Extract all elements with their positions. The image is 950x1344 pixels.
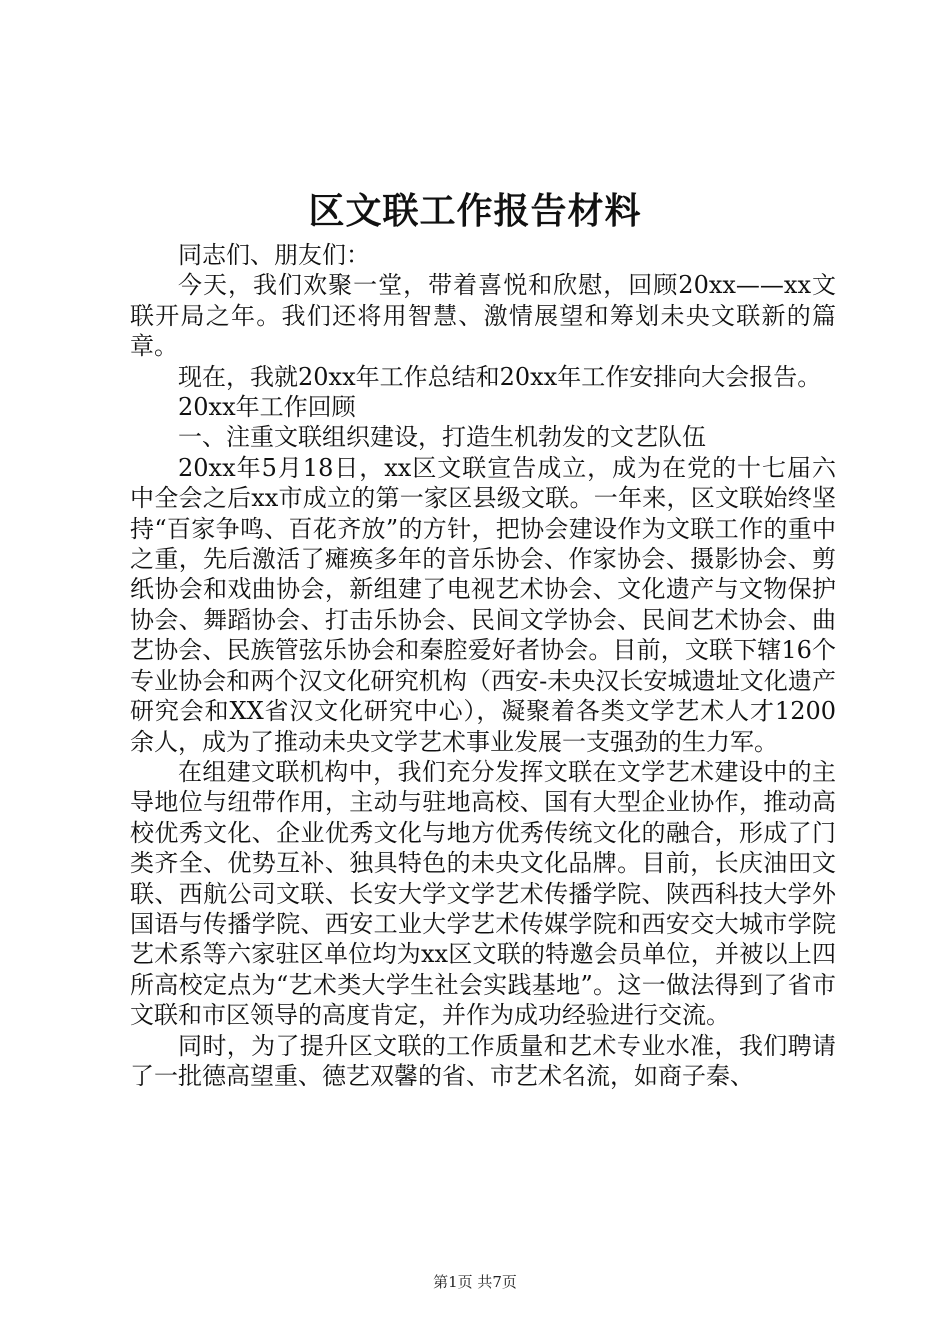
- section-heading: 20xx年工作回顾: [178, 393, 356, 422]
- paragraph: 同时，为了提升区文联的工作质量和艺术专业水准，我们聘请了一批德高望重、德艺双馨的省、市艺术名流，如商子秦、: [130, 1031, 836, 1090]
- paragraph-greeting: 同志们、朋友们：: [178, 241, 370, 269]
- paragraph-report-intro: 现在，我就20xx年工作总结和20xx年工作安排向大会报告。: [178, 362, 822, 391]
- document-title: 区文联工作报告材料: [308, 190, 642, 232]
- paragraph-opening: 今天，我们欢聚一堂，带着喜悦和欣慰，回顾20xx——xx文联开局之年。我们还将用智慧、激情展望和筹划未央文联新的篇章。: [130, 271, 836, 361]
- page-footer: 第1页 共7页: [433, 1273, 517, 1291]
- paragraph: 在组建文联机构中，我们充分发挥文联在文学艺术建设中的主导地位与纽带作用，主动与驻地高校、国有大型企业协作，推动高校优秀文化、企业优秀文化与地方优秀传统文化的融合，形成了门类齐全、优势互补、独具特色的未央文化品牌。目前，长庆油田文联、西航公司文联、长安大学文学艺术传播学院、陕西科技大学外国语与传播学院、西安工业大学艺术传媒学院和西安交大城市学院艺术系等六家驻区单位均为xx区文联的特邀会员单位，并被以上四所高校定点为“艺术类大学生社会实践基地”。这一做法得到了省市文联和市区领导的高度肯定，并作为成功经验进行交流。: [130, 757, 836, 1030]
- document-body: [130, 240, 836, 1091]
- paragraph: 20xx年5月18日，xx区文联宣告成立，成为在党的十七届六中全会之后xx市成立的第一家区县级文联。一年来，区文联始终坚持“百家争鸣、百花齐放”的方针，把协会建设作为文联工作的重中之重，先后激活了瘫痪多年的音乐协会、作家协会、摄影协会、剪纸协会和戏曲协会，新组建了电视艺术协会、文化遗产与文物保护协会、舞蹈协会、打击乐协会、民间文学协会、民间艺术协会、曲艺协会、民族管弦乐协会和秦腔爱好者协会。目前，文联下辖16个专业协会和两个汉文化研究机构（西安-未央汉长安城遗址文化遗产研究会和XX省汉文化研究中心），凝聚着各类文学艺术人才1200余人，成为了推动未央文学艺术事业发展一支强劲的生力军。: [130, 453, 836, 756]
- subsection-heading: 一、注重文联组织建设，打造生机勃发的文艺队伍: [178, 423, 706, 452]
